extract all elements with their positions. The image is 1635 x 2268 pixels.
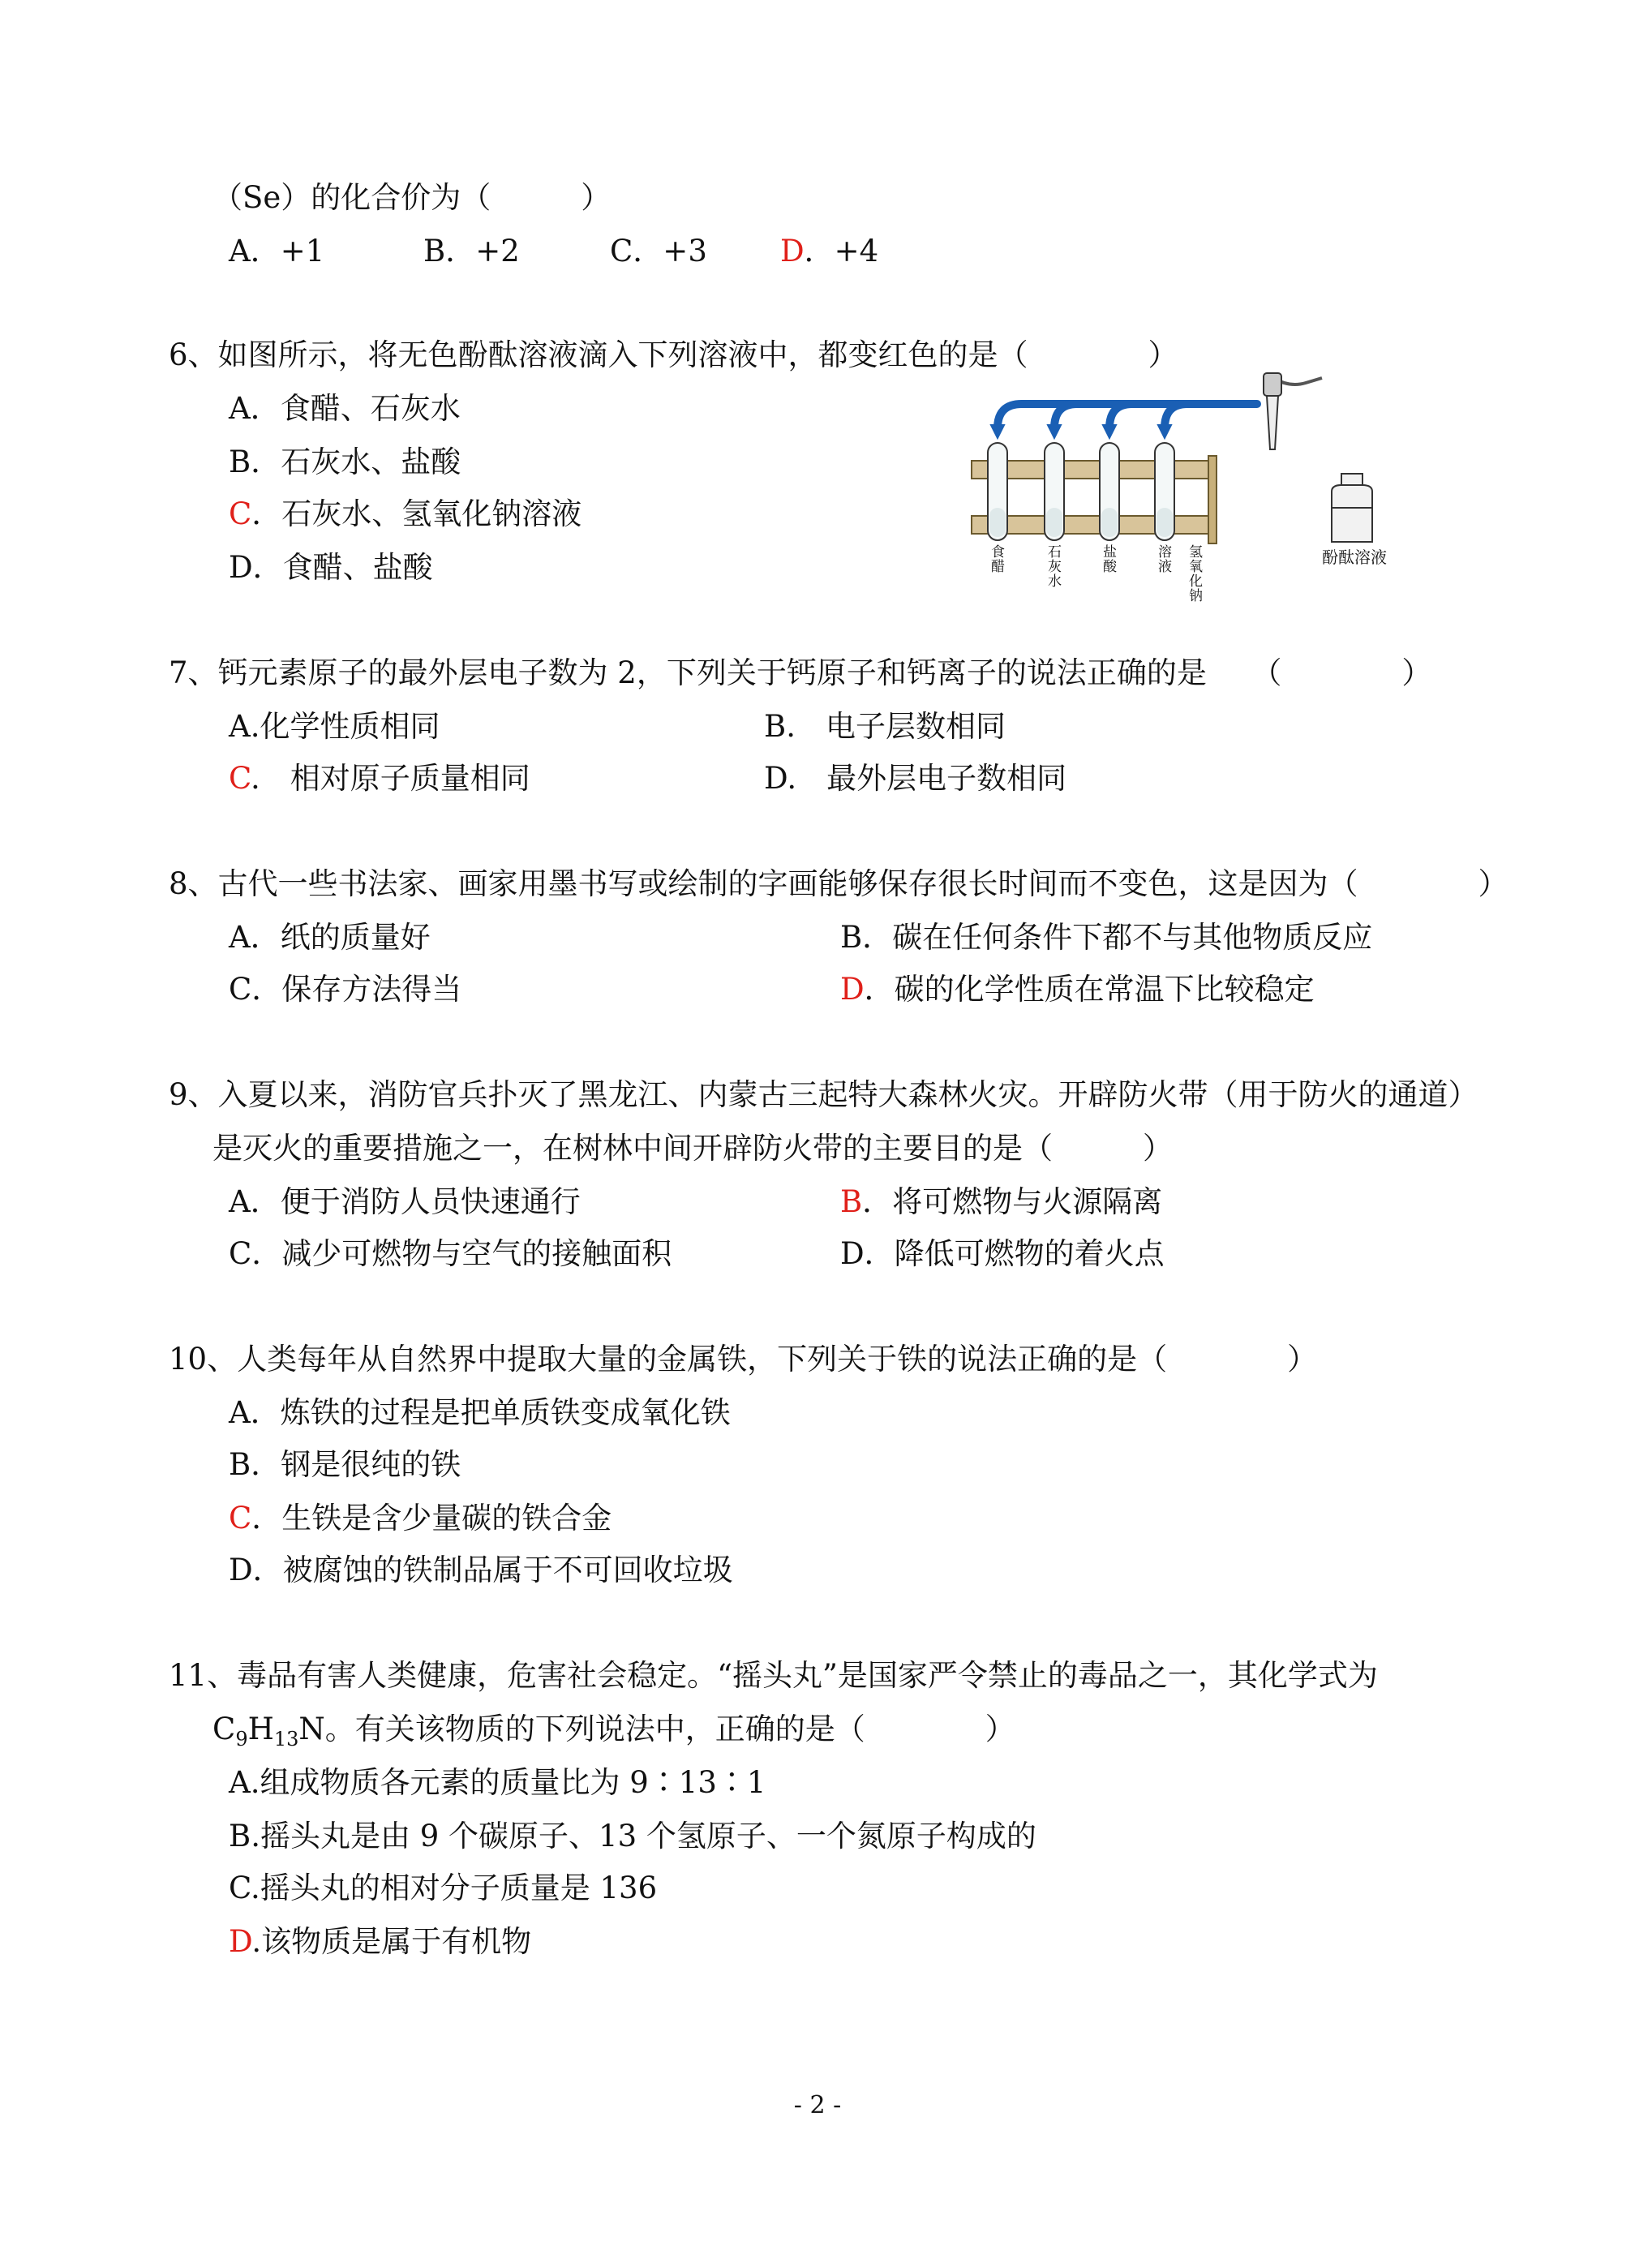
q11-option-c: C.摇头丸的相对分子质量是 136 <box>229 1871 658 1905</box>
option-letter-answer: C <box>229 496 252 531</box>
q9-stem-line1: 9、入夏以来，消防官兵扑灭了黑龙江、内蒙古三起特大森林火灾。开辟防火带（用于防火的通道） <box>169 1077 1478 1112</box>
q11-option-d: D.该物质是属于有机物 <box>229 1924 532 1959</box>
option-letter-answer: D <box>780 234 805 268</box>
bottle-label: 酚酞溶液 <box>1322 548 1387 567</box>
q6-stem: 6、如图所示，将无色酚酞溶液滴入下列溶液中，都变红色的是（ ） <box>169 337 1178 372</box>
option-letter-answer: B <box>840 1184 863 1219</box>
option-letter: D <box>840 1236 865 1271</box>
tube-label-hcl: 盐酸 <box>1103 544 1117 575</box>
option-letter: C <box>229 972 252 1007</box>
option-letter: C <box>229 1236 252 1271</box>
q8-option-c: C．保存方法得当 <box>229 972 462 1007</box>
q11-stem-line2: $C_9H_{13}N$。有关该物质的下列说法中，正确的是（ ） <box>212 1712 1015 1750</box>
option-letter-answer: D <box>229 1924 252 1959</box>
page-number: - 2 - <box>793 2091 842 2120</box>
option-letter: C <box>610 234 633 268</box>
q10-option-a: A．炼铁的过程是把单质铁变成氧化铁 <box>229 1395 731 1430</box>
q7-option-c: C. 相对原子质量相同 <box>229 761 530 796</box>
q6-option-b: B．石灰水、盐酸 <box>229 445 461 479</box>
q9-option-a: A．便于消防人员快速通行 <box>229 1184 581 1219</box>
option-letter: D <box>764 761 787 796</box>
q10-option-d: D．被腐蚀的铁制品属于不可回收垃圾 <box>229 1553 733 1587</box>
option-letter: D <box>229 1553 253 1587</box>
q7-option-a: A.化学性质相同 <box>229 709 440 744</box>
option-letter: C <box>229 1871 251 1905</box>
q9-option-d: D．降低可燃物的着火点 <box>840 1236 1165 1271</box>
q8-option-a: A．纸的质量好 <box>229 920 431 955</box>
tube-label-solution: 溶液 <box>1158 544 1172 575</box>
option-letter: D <box>229 550 253 585</box>
q5-option-a: A．+1 <box>229 234 325 268</box>
q8-stem: 8、古代一些书法家、画家用墨书写或绘制的字画能够保存很长时间而不变色，这是因为（ ） <box>169 866 1508 901</box>
q9-option-c: C．减少可燃物与空气的接触面积 <box>229 1236 672 1271</box>
q11-stem-line1: 11、毒品有害人类健康，危害社会稳定。“摇头丸”是国家严令禁止的毒品之一，其化学式为 <box>169 1658 1378 1693</box>
option-letter: A <box>229 391 251 426</box>
option-letter: A <box>229 709 251 744</box>
test-tube-rack-figure <box>965 372 1435 607</box>
q7-stem: 7、钙元素原子的最外层电子数为 2，下列关于钙原子和钙离子的说法正确的是 （ ） <box>169 655 1432 690</box>
q7-option-b: B. 电子层数相同 <box>764 709 1006 744</box>
q5-stem: （Se）的化合价为（ ） <box>212 180 612 215</box>
dropper-icon <box>1264 373 1322 449</box>
option-letter: B <box>423 234 446 268</box>
q10-stem: 10、人类每年从自然界中提取大量的金属铁，下列关于铁的说法正确的是（ ） <box>169 1342 1318 1377</box>
drip-arrows-icon <box>991 404 1257 438</box>
q5-option-b: B．+2 <box>423 234 520 268</box>
q10-option-b: B．钢是很纯的铁 <box>229 1447 461 1482</box>
tube-label-naoh: 氢氧化钠 <box>1189 544 1203 604</box>
q5-option-c: C．+3 <box>610 234 707 268</box>
q10-option-c: C．生铁是含少量碳的铁合金 <box>229 1501 612 1536</box>
option-letter: A <box>229 1184 251 1219</box>
option-letter: B <box>840 920 863 955</box>
test-tube-rack <box>972 456 1217 543</box>
q7-option-d: D. 最外层电子数相同 <box>764 761 1067 796</box>
option-letter: A <box>229 234 251 268</box>
q5-option-d: D．+4 <box>780 234 879 268</box>
q11-option-a: A.组成物质各元素的质量比为 9∶13∶1 <box>229 1765 766 1800</box>
option-letter: B <box>229 1447 251 1482</box>
option-letter: B <box>229 445 251 479</box>
option-letter-answer: C <box>229 1501 252 1536</box>
option-letter: B <box>764 709 787 744</box>
option-letter: B <box>229 1819 251 1853</box>
option-letter: A <box>229 1395 251 1430</box>
option-letter: A <box>229 920 251 955</box>
q8-option-d: D．碳的化学性质在常温下比较稳定 <box>840 972 1315 1007</box>
tube-label-limewater: 石灰水 <box>1048 544 1062 590</box>
q6-option-c: C．石灰水、氢氧化钠溶液 <box>229 496 582 531</box>
q8-option-b: B．碳在任何条件下都不与其他物质反应 <box>840 920 1373 955</box>
option-letter-answer: D <box>840 972 865 1007</box>
tube-label-vinegar: 食醋 <box>991 544 1005 575</box>
q6-option-a: A．食醋、石灰水 <box>229 391 461 426</box>
q9-option-b: B．将可燃物与火源隔离 <box>840 1184 1163 1219</box>
option-letter: A <box>229 1765 251 1800</box>
option-letter-answer: C <box>229 761 251 796</box>
q11-option-b: B.摇头丸是由 9 个碳原子、13 个氢原子、一个氮原子构成的 <box>229 1819 1036 1853</box>
phenolphthalein-bottle-icon <box>1332 474 1372 542</box>
q6-option-d: D．食醋、盐酸 <box>229 550 433 585</box>
chemical-formula: $C_9H_{13}N$ <box>212 1712 325 1750</box>
q9-stem-line2: 是灭火的重要措施之一，在树林中间开辟防火带的主要目的是（ ） <box>212 1131 1173 1166</box>
